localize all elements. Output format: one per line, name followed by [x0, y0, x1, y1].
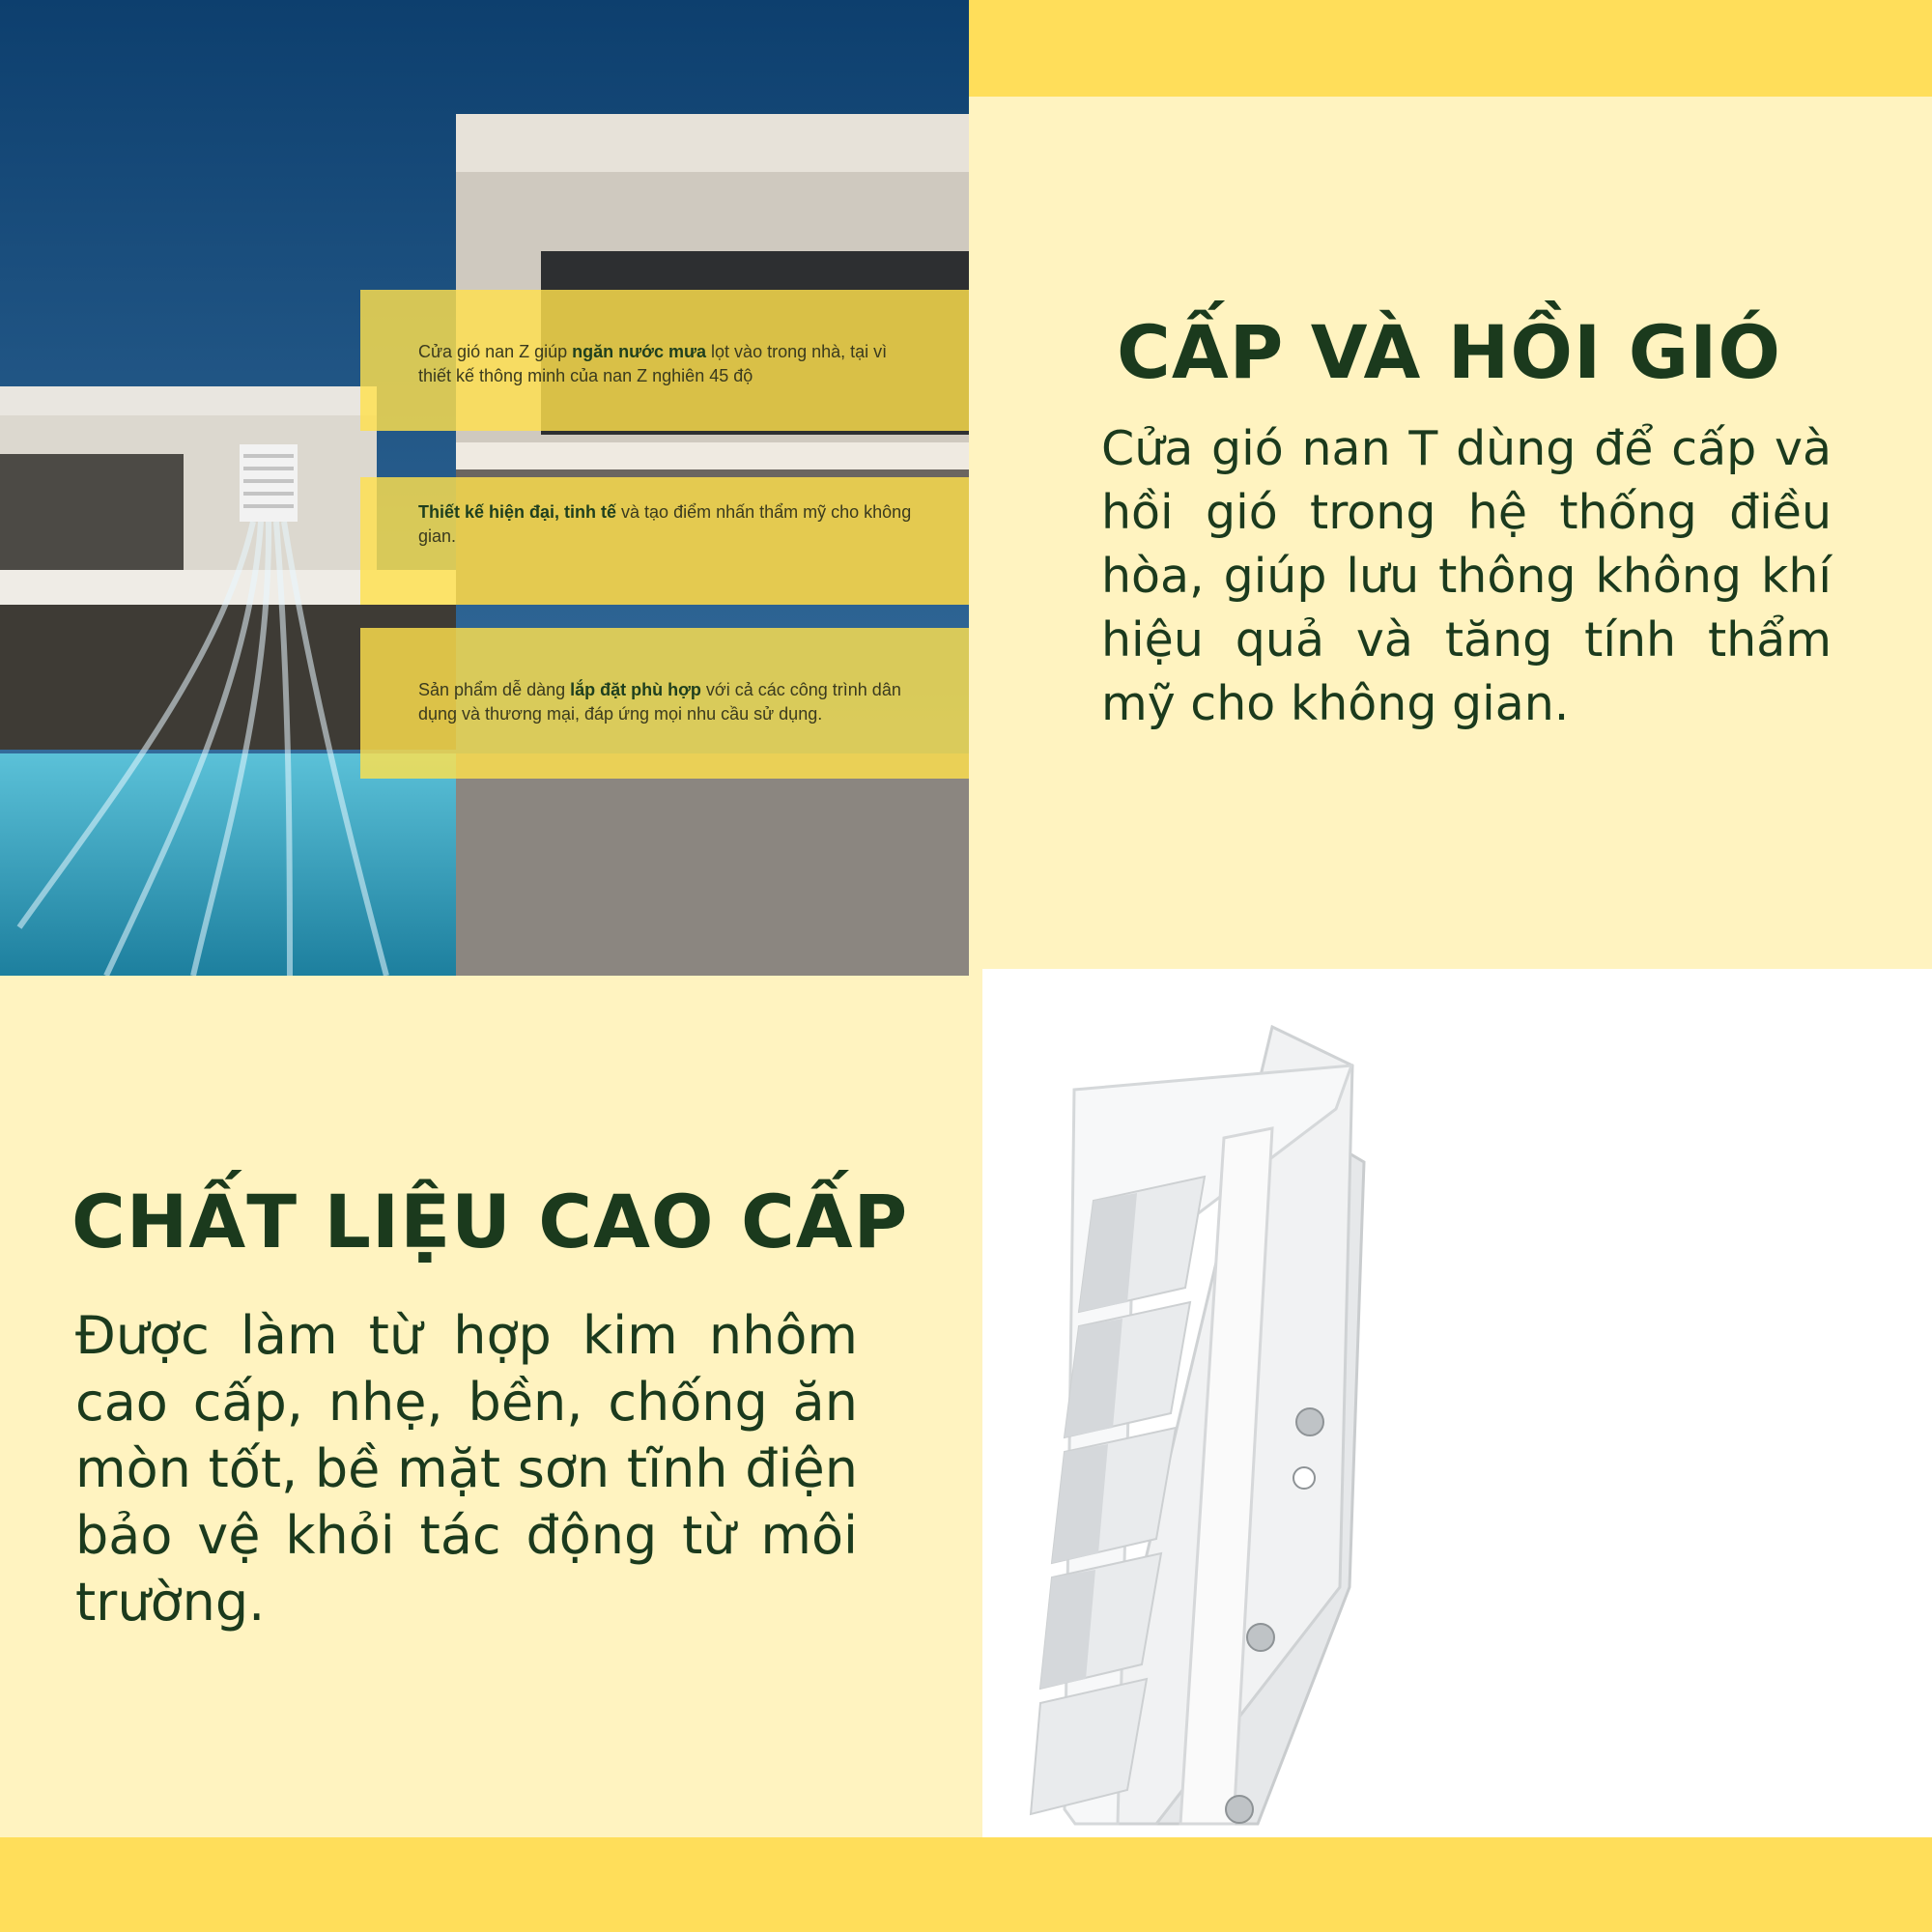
material-title: CHẤT LIỆU CAO CẤP — [71, 1179, 909, 1264]
product-photo-panel — [982, 969, 1932, 1837]
bottom-yellow-band — [0, 1837, 1932, 1932]
material-description: Được làm từ hợp kim nhôm cao cấp, nhẹ, bền, chống ăn mòn tốt, bề mặt sơn tĩnh điện bảo vệ khỏi tác động từ môi trường. — [75, 1305, 858, 1633]
house-photo: Cửa gió nan Z giúp ngăn nước mưa lọt vào trong nhà, tại vì thiết kế thông minh của nan Z nghiên 45 độ Thiết kế hiện đại, tinh tế và tạo điểm nhấn thẩm mỹ cho không gian. Sản phẩm dễ dàng lắp đặt phù hợp với cả các công trình dân dụng và thương mại, đáp ứng mọi nhu cầu sử dụng. — [0, 0, 969, 976]
vent-grille-image — [982, 969, 1932, 1837]
supply-description: Cửa gió nan T dùng để cấp và hồi gió trong hệ thống điều hòa, giúp lưu thông không khí hiệu quả và tăng tính thẩm mỹ cho không gian. — [1101, 421, 1832, 731]
top-yellow-band — [969, 0, 1932, 97]
supply-title: CẤP VÀ HỒI GIÓ — [1117, 309, 1781, 395]
